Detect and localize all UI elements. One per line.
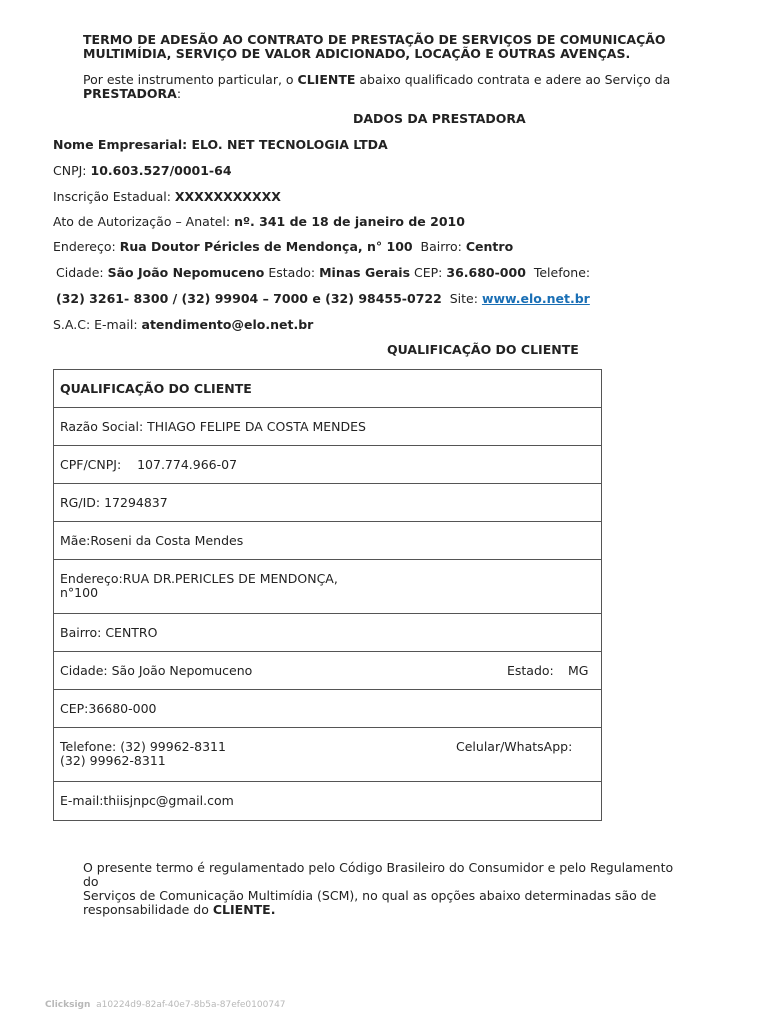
cliente-heading: QUALIFICAÇÃO DO CLIENTE: [387, 342, 579, 357]
footer-line-3: [83, 903, 683, 917]
end-value: Rua Doutor Péricles de Mendonça, n° 100: [119, 239, 413, 254]
table-heading: QUALIFICAÇÃO DO CLIENTE: [60, 381, 252, 396]
ie-label: Inscrição Estadual:: [53, 189, 175, 204]
footer-line-3-a: responsabilidade do: [83, 902, 213, 917]
cnpj-value: 10.603.527/0001-64: [90, 163, 232, 178]
intro-text-b: abaixo qualificado contrata e adere ao Serviço da: [355, 72, 671, 87]
cidade-value: São João Nepomuceno: [107, 265, 265, 280]
site-link[interactable]: www.elo.net.br: [481, 291, 590, 306]
clicksign-watermark: [45, 998, 286, 1012]
cpf-value: 107.774.966-07: [137, 457, 238, 472]
intro-cliente: CLIENTE: [297, 72, 356, 87]
inscricao-line: [53, 190, 281, 204]
document-title: [83, 33, 723, 61]
footer-line-1: O presente termo é regulamentado pelo Código Brasileiro do Consumidor e pelo Regulamento do: [83, 860, 674, 889]
endereco-line-2: n°100: [60, 585, 99, 600]
estado-value: Minas Gerais: [319, 265, 411, 280]
bairro-cliente: Bairro: CENTRO: [60, 625, 158, 640]
table-row: [54, 408, 601, 446]
sac-label: S.A.C: E-mail:: [53, 317, 142, 332]
end-label: Endereço:: [53, 239, 120, 254]
prestadora-heading: DADOS DA PRESTADORA: [353, 111, 526, 126]
table-row: [54, 728, 601, 782]
cpf-cnpj: [60, 458, 595, 472]
intro-paragraph: [83, 73, 723, 101]
sac-line: [53, 318, 313, 332]
client-qualification-table: [53, 369, 602, 821]
endereco-line-1: Endereço:RUA DR.PERICLES DE MENDONÇA,: [60, 571, 338, 586]
table-row: [54, 614, 601, 652]
bairro-label: Bairro:: [420, 239, 466, 254]
ato-value: nº. 341 de 18 de janeiro de 2010: [234, 214, 465, 229]
table-row: [54, 446, 601, 484]
bairro-value: Centro: [465, 239, 514, 254]
mae: Mãe:Roseni da Costa Mendes: [60, 533, 244, 548]
telefone-label: Telefone:: [533, 265, 591, 280]
cpf-label: CPF/CNPJ:: [60, 457, 122, 472]
table-row: [54, 690, 601, 728]
nome-empresarial: Nome Empresarial: ELO. NET TECNOLOGIA LTDA: [53, 137, 388, 152]
telefone-value: Telefone: (32) 99962-8311: [60, 739, 226, 754]
phones-line: [56, 292, 590, 306]
ato-line: [53, 215, 465, 229]
cidade-cliente: Cidade: São João Nepomuceno: [60, 663, 253, 678]
intro-text-a: Por este instrumento particular, o: [83, 72, 298, 87]
cidade-line: [56, 266, 590, 280]
ato-label: Ato de Autorização – Anatel:: [53, 214, 235, 229]
razao-social: Razão Social: THIAGO FELIPE DA COSTA MENDES: [60, 419, 366, 434]
estado-label: Estado:: [268, 265, 320, 280]
intro-prestadora: PRESTADORA: [83, 86, 177, 101]
site-label: Site:: [449, 291, 482, 306]
title-line-1: TERMO DE ADESÃO AO CONTRATO DE PRESTAÇÃO DE SERVIÇOS DE COMUNICAÇÃO: [83, 32, 666, 47]
cep-label: CEP:: [414, 265, 447, 280]
endereco-line: [53, 240, 513, 254]
estado-cliente-value: MG: [568, 663, 589, 678]
table-row: [54, 652, 601, 690]
cep-cliente: CEP:36680-000: [60, 701, 157, 716]
cnpj-line: [53, 164, 232, 178]
table-row: [54, 370, 601, 408]
estado-cliente-label: Estado:: [507, 663, 554, 678]
cep-value: 36.680-000: [446, 265, 526, 280]
table-row: [54, 522, 601, 560]
rg-id: RG/ID: 17294837: [60, 495, 168, 510]
celular-value: (32) 99962-8311: [60, 753, 166, 768]
phones-value: (32) 3261- 8300 / (32) 99904 – 7000 e (32) 98455-0722: [56, 291, 442, 306]
table-row: [54, 560, 601, 614]
intro-colon: :: [176, 86, 182, 101]
cnpj-label: CNPJ:: [53, 163, 91, 178]
footer-line-2: Serviços de Comunicação Multimídia (SCM), no qual as opções abaixo determinadas são de: [83, 888, 657, 903]
footer-cliente: CLIENTE.: [212, 902, 276, 917]
sac-value: atendimento@elo.net.br: [141, 317, 314, 332]
watermark-id: a10224d9-82af-40e7-8b5a-87efe0100747: [96, 1000, 286, 1010]
celular-label: Celular/WhatsApp:: [456, 739, 573, 754]
watermark-brand: Clicksign: [45, 1000, 91, 1010]
cidade-label: Cidade:: [56, 265, 108, 280]
email-cliente: E-mail:thiisjnpc@gmail.com: [60, 793, 234, 808]
endereco-cliente: [60, 572, 595, 600]
title-line-2: MULTIMÍDIA, SERVIÇO DE VALOR ADICIONADO, LOCAÇÃO E OUTRAS AVENÇAS.: [83, 46, 631, 61]
table-row: [54, 484, 601, 522]
regulation-paragraph: [83, 861, 683, 917]
table-row: [54, 782, 601, 820]
ie-value: XXXXXXXXXXX: [174, 189, 281, 204]
